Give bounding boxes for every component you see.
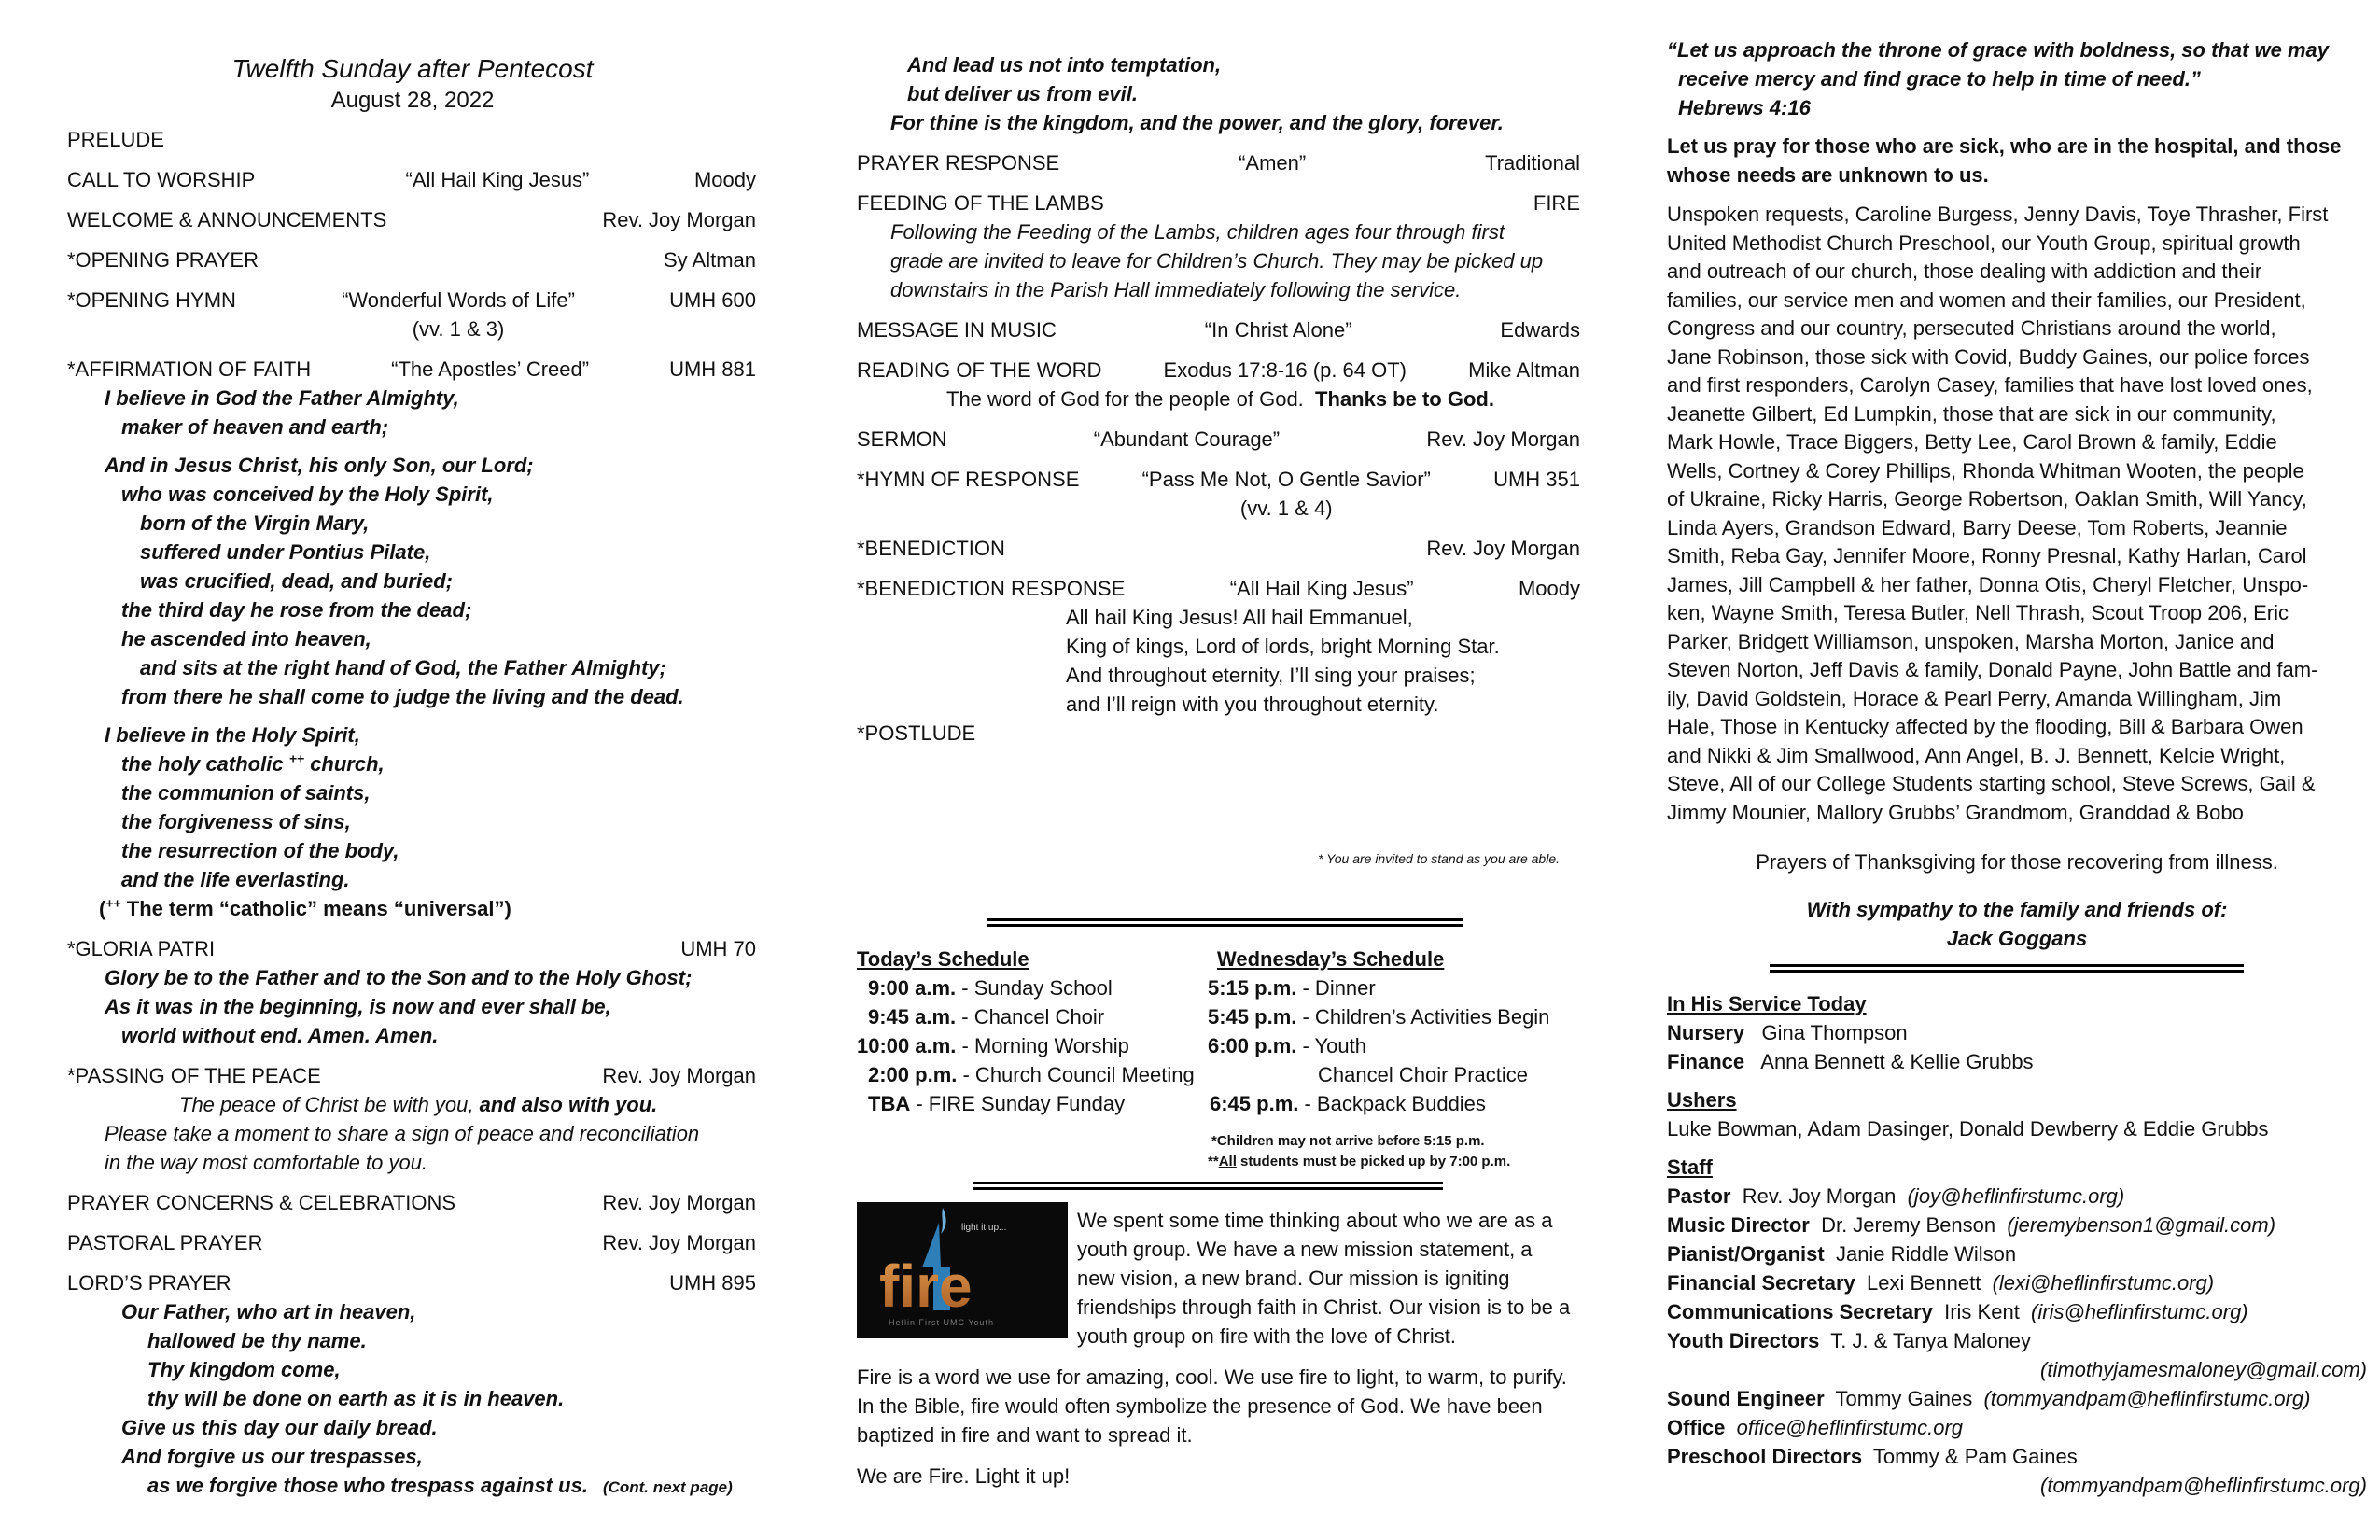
item-label: *BENEDICTION RESPONSE xyxy=(857,577,1126,600)
schedule-time: 5:45 p.m. xyxy=(1208,1005,1297,1029)
ushers-list: Luke Bowman, Adam Dasinger, Donald Dewberry & Eddie Grubbs xyxy=(1667,1117,2269,1141)
divider xyxy=(973,1182,1443,1190)
staff-row xyxy=(1667,1326,2367,1355)
staff-row xyxy=(1667,1384,2367,1413)
schedule-desc: - Chancel Choir xyxy=(956,1005,1105,1029)
staff-list-2 xyxy=(1667,1384,2367,1471)
reading-of-word xyxy=(857,356,1580,385)
item-label: *OPENING PRAYER xyxy=(67,248,259,272)
fire-slogan: We are Fire. Light it up! xyxy=(857,1464,1071,1488)
gloria-line: world without end. Amen. Amen. xyxy=(121,1024,439,1047)
prayer-list-line: Jane Robinson, those sick with Covid, Buddy Gaines, our police forces xyxy=(1667,344,2310,369)
prelude: PRELUDE xyxy=(67,128,164,151)
fire-logo-tagline: light it up... xyxy=(961,1223,1007,1233)
call-to-worship xyxy=(67,165,756,194)
note-emphasis: All xyxy=(1218,1154,1237,1169)
staff-role: Financial Secretary xyxy=(1667,1271,1855,1295)
schedule-desc: - Church Council Meeting xyxy=(957,1063,1195,1086)
prayer-list-line: Mark Howle, Trace Biggers, Betty Lee, Carol Brown & family, Eddie xyxy=(1667,430,2277,454)
item-label: *GLORIA PATRI xyxy=(67,937,216,960)
item-leader: Traditional xyxy=(1485,151,1580,175)
staff-row xyxy=(1667,1297,2367,1326)
preschool-email: (tommyandpam@heflinfirstumc.org) xyxy=(2040,1474,2367,1497)
item-label: PASTORAL PRAYER xyxy=(67,1231,263,1254)
staff-email: (lexi@heflinfirstumc.org) xyxy=(1992,1271,2215,1295)
peace-text xyxy=(67,1090,756,1177)
prayer-line: And lead us not into temptation, xyxy=(907,53,1222,77)
item-leader: Rev. Joy Morgan xyxy=(602,208,756,231)
staff-role: Sound Engineer xyxy=(1667,1387,1825,1410)
prayer-list-line: and first responders, Carolyn Casey, families that have lost loved ones, xyxy=(1667,373,2313,397)
benediction xyxy=(857,534,1580,563)
item-label: CALL TO WORSHIP xyxy=(67,168,256,191)
prayer-line: Give us this day our daily bread. xyxy=(121,1416,438,1439)
staff-row xyxy=(1667,1211,2367,1239)
item-title: “All Hail King Jesus” xyxy=(405,168,590,191)
staff-role: Youth Directors xyxy=(1667,1329,1820,1352)
schedule-note xyxy=(1208,1152,1581,1172)
prayer-line: but deliver us from evil. xyxy=(907,82,1138,105)
schedule-heading: Today’s Schedule xyxy=(857,947,1029,971)
item-label: PRAYER RESPONSE xyxy=(857,151,1060,175)
schedule-time: TBA xyxy=(868,1092,911,1115)
peace-instruction: in the way most comfortable to you. xyxy=(105,1151,428,1174)
benediction-lyrics xyxy=(857,603,1580,719)
creed-line: And in Jesus Christ, his only Son, our Lord; xyxy=(105,454,534,477)
prayer-list-line: and Nikki & Jim Smallwood, Ann Angel, B. J. Bennett, Kelcie Wright, xyxy=(1667,743,2286,767)
staff-heading: Staff xyxy=(1667,1155,1713,1179)
prayer-list-line: Jimmy Mounier, Mallory Grubbs’ Grandmom, Granddad & Bobo xyxy=(1667,800,2244,824)
prayer-list xyxy=(1667,201,2367,827)
item-leader: Rev. Joy Morgan xyxy=(1426,537,1580,560)
item-label: READING OF THE WORD xyxy=(857,358,1102,382)
item-verses: (vv. 1 & 4) xyxy=(1239,497,1333,520)
creed-line: the forgiveness of sins, xyxy=(121,810,351,833)
staff-name: Dr. Jeremy Benson xyxy=(1821,1213,1996,1237)
role-name: Anna Bennett & Kellie Grubbs xyxy=(1760,1050,2034,1073)
staff-name: Janie Riddle Wilson xyxy=(1835,1242,2017,1266)
staff-email: (tommyandpam@heflinfirstumc.org) xyxy=(1983,1387,2311,1410)
staff-role: Office xyxy=(1667,1416,1726,1439)
prayer-list-line: Hale, Those in Kentucky affected by the flooding, Bill & Barbara Owen xyxy=(1667,715,2303,738)
passing-of-peace xyxy=(67,1061,756,1090)
staff-email: (iris@heflinfirstumc.org) xyxy=(2031,1300,2248,1323)
prayer-and-staff-column xyxy=(1667,0,2367,1500)
staff-name: Rev. Joy Morgan xyxy=(1742,1184,1897,1208)
fire-logo xyxy=(857,1202,1068,1338)
prayer-line: And forgive us our trespasses, xyxy=(121,1445,423,1468)
prayer-line: thy will be done on earth as it is in heaven. xyxy=(147,1387,565,1410)
item-leader: FIRE xyxy=(1533,191,1580,215)
sympathy-heading: With sympathy to the family and friends of: xyxy=(1806,898,2228,921)
hymn-of-response xyxy=(857,465,1580,523)
divider xyxy=(987,918,1463,927)
peace-response: and also with you. xyxy=(473,1093,658,1116)
creed-line: and the life everlasting. xyxy=(121,868,350,891)
service-title: Twelfth Sunday after Pentecost xyxy=(231,54,594,83)
item-leader: UMH 881 xyxy=(669,357,756,381)
item-title: “Amen” xyxy=(1239,151,1307,175)
prayer-list-line: Jeanette Gilbert, Ed Lumpkin, those that are sick in our community, xyxy=(1667,401,2276,426)
creed-line: suffered under Pontius Pilate, xyxy=(140,540,431,564)
item-leader: Rev. Joy Morgan xyxy=(1426,427,1580,451)
schedule-time: 10:00 a.m. xyxy=(857,1034,957,1057)
role-label: Finance xyxy=(1667,1050,1745,1073)
prayer-list-line: Steve, All of our College Students starting school, Steve Screws, Gail & xyxy=(1667,772,2316,795)
fire-logo-icon xyxy=(857,1202,1068,1338)
item-title: “In Christ Alone” xyxy=(1204,318,1352,342)
wednesday-schedule xyxy=(1208,945,1581,1172)
schedule-desc: - Morning Worship xyxy=(956,1034,1129,1057)
item-label: *AFFIRMATION OF FAITH xyxy=(67,357,312,381)
feeding-line: downstairs in the Parish Hall immediately following the service. xyxy=(890,278,1462,301)
item-label: MESSAGE IN MUSIC xyxy=(857,318,1057,342)
prayer-list-line: Congress and our country, persecuted Christians around the world, xyxy=(1667,316,2276,340)
nursery-row xyxy=(1667,1018,2367,1047)
reading-call: The word of God for the people of God. xyxy=(946,387,1304,411)
prayer-list-line: Linda Ayers, Grandson Edward, Barry Deese, Tom Roberts, Jeannie xyxy=(1667,515,2288,539)
prayer-line: as we forgive those who trespass against us. xyxy=(147,1474,588,1497)
benediction-response xyxy=(857,574,1580,603)
lyric-line: And throughout eternity, I’ll sing your praises; xyxy=(1066,664,1476,687)
item-leader: UMH 600 xyxy=(669,288,756,312)
apostles-creed xyxy=(67,384,756,894)
creed-line: from there he shall come to judge the living and the dead. xyxy=(121,685,684,708)
ushers-heading: Ushers xyxy=(1667,1088,1737,1112)
creed-line: born of the Virgin Mary, xyxy=(140,511,370,535)
staff-role: Pastor xyxy=(1667,1184,1731,1208)
affirmation-of-faith xyxy=(67,355,756,384)
role-name: Gina Thompson xyxy=(1761,1021,1908,1044)
reading-answer: Thanks be to God. xyxy=(1315,387,1494,411)
creed-line: maker of heaven and earth; xyxy=(121,415,389,439)
postlude: *POSTLUDE xyxy=(857,721,976,745)
schedule-desc: - Backpack Buddies xyxy=(1298,1092,1486,1115)
schedule-desc: - Dinner xyxy=(1296,976,1376,1000)
staff-row xyxy=(1667,1239,2367,1268)
staff-name: Tommy Gaines xyxy=(1835,1387,1973,1410)
item-title: “Wonderful Words of Life” xyxy=(342,288,575,312)
schedule-desc: - FIRE Sunday Funday xyxy=(910,1092,1126,1115)
schedule-time: 2:00 p.m. xyxy=(868,1063,958,1086)
schedule-note: *Children may not arrive before 5:15 p.m. xyxy=(1211,1133,1485,1149)
item-leader: UMH 895 xyxy=(669,1271,756,1295)
schedule-desc: - Youth xyxy=(1296,1034,1367,1057)
schedule-time: 9:45 a.m. xyxy=(868,1005,957,1029)
pastoral-prayer xyxy=(67,1228,756,1257)
item-leader: Rev. Joy Morgan xyxy=(602,1064,756,1087)
welcome-announcements xyxy=(67,205,756,234)
creed-line: who was conceived by the Holy Spirit, xyxy=(121,483,494,506)
order-of-worship-continued-column xyxy=(857,0,1580,1488)
schedule-time: 6:45 p.m. xyxy=(1210,1092,1299,1115)
fire-logo-subtitle: Heflin First UMC Youth xyxy=(889,1318,995,1327)
prayer-response xyxy=(857,148,1580,177)
creed-line: the communion of saints, xyxy=(121,781,371,805)
note-mark: ** xyxy=(1208,1154,1219,1169)
schedule-time: 9:00 a.m. xyxy=(868,976,957,1000)
note-text: The term “catholic” means “universal”) xyxy=(120,897,511,920)
peace-call: The peace of Christ be with you, xyxy=(179,1093,474,1116)
scripture-verse xyxy=(1667,35,2367,122)
footnote-mark: ++ xyxy=(288,750,305,766)
creed-line: the resurrection of the body, xyxy=(121,839,399,862)
staff-role: Pianist/Organist xyxy=(1667,1242,1825,1266)
prayer-list-line: ken, Wayne Smith, Teresa Butler, Nell Thrash, Scout Troop 206, Eric xyxy=(1667,601,2289,624)
lords-prayer-text xyxy=(67,1297,756,1502)
prayer-list-line: and outreach of our church, those dealing with addiction and their xyxy=(1667,259,2262,283)
fire-logo-word: fire xyxy=(879,1253,973,1320)
item-leader: Rev. Joy Morgan xyxy=(602,1191,756,1214)
item-label: LORD’S PRAYER xyxy=(67,1271,231,1295)
lords-prayer-continued xyxy=(857,50,1580,137)
staff-email: (joy@heflinfirstumc.org) xyxy=(1907,1184,2125,1208)
gloria-line: Glory be to the Father and to the Son and to the Holy Ghost; xyxy=(105,966,693,989)
feeding-line: grade are invited to leave for Children’s Church. They may be picked up xyxy=(890,249,1544,273)
finance-row xyxy=(1667,1047,2367,1076)
continued-note: (Cont. next page) xyxy=(602,1478,733,1496)
catholic-note xyxy=(67,894,756,923)
creed-line: I believe in the Holy Spirit, xyxy=(105,723,360,747)
item-leader: UMH 70 xyxy=(680,937,756,960)
prayer-list-line: Parker, Bridgett Williamson, unspoken, Marsha Morton, Janice and xyxy=(1667,629,2275,653)
staff-name: Iris Kent xyxy=(1944,1300,2020,1323)
feeding-of-lambs xyxy=(857,189,1580,217)
item-label: *PASSING OF THE PEACE xyxy=(67,1064,321,1087)
reading-response xyxy=(857,385,1580,413)
prayer-heading: Let us pray for those who are sick, who are in the hospital, and those whose needs are unknown to us. xyxy=(1667,134,2342,187)
item-leader: UMH 351 xyxy=(1493,468,1580,491)
prayer-list-line: families, our service men and women and their families, our President, xyxy=(1667,287,2306,312)
fire-intro: We spent some time thinking about who we are as a youth group. We have a new mission statement, a new vision, a new brand. Our mission is igniting friendships through faith in Christ. Our vision is to be a youth group on fire with the love of Christ. xyxy=(1077,1209,1571,1348)
sympathy-name: Jack Goggans xyxy=(1946,927,2088,950)
creed-line: and sits at the right hand of God, the Father Almighty; xyxy=(140,656,666,679)
item-label: WELCOME & ANNOUNCEMENTS xyxy=(67,208,387,231)
prayer-line: For thine is the kingdom, and the power, and the glory, forever. xyxy=(890,111,1504,134)
creed-line: the third day he rose from the dead; xyxy=(121,598,472,622)
item-leader: Mike Altman xyxy=(1468,358,1580,382)
staff-role: Communications Secretary xyxy=(1667,1300,1933,1323)
item-title: Exodus 17:8-16 (p. 64 OT) xyxy=(1163,358,1407,382)
staff-email: office@heflinfirstumc.org xyxy=(1736,1416,1964,1439)
item-label: FEEDING OF THE LAMBS xyxy=(857,191,1104,215)
gloria-text xyxy=(67,963,756,1050)
verse-line: receive mercy and find grace to help in time of need.” xyxy=(1678,67,2201,91)
opening-prayer xyxy=(67,245,756,274)
creed-line: he ascended into heaven, xyxy=(121,627,371,651)
item-title: “All Hail King Jesus” xyxy=(1229,577,1414,600)
item-label: *HYMN OF RESPONSE xyxy=(857,468,1080,491)
service-heading: In His Service Today xyxy=(1667,992,1867,1015)
staff-name: Lexi Bennett xyxy=(1867,1271,1981,1295)
staff-role: Music Director xyxy=(1667,1213,1810,1237)
staff-name: T. J. & Tanya Maloney xyxy=(1830,1329,2032,1352)
verse-line: “Let us approach the throne of grace with boldness, so that we may xyxy=(1667,38,2330,62)
lyric-line: All hail King Jesus! All hail Emmanuel, xyxy=(1066,606,1413,629)
verse-reference: Hebrews 4:16 xyxy=(1678,96,1811,119)
item-leader: Edwards xyxy=(1500,318,1580,342)
item-label: *BENEDICTION xyxy=(857,537,1005,560)
item-leader: Moody xyxy=(693,168,756,191)
youth-email: (timothyjamesmaloney@gmail.com) xyxy=(2040,1358,2367,1381)
item-label: *OPENING HYMN xyxy=(67,288,236,312)
schedule-desc: - Sunday School xyxy=(956,976,1113,1000)
schedule-time: 5:15 p.m. xyxy=(1208,976,1297,1000)
peace-instruction: Please take a moment to share a sign of peace and reconciliation xyxy=(105,1122,700,1145)
feeding-line: Following the Feeding of the Lambs, children ages four through first xyxy=(890,220,1505,244)
item-title: “The Apostles’ Creed” xyxy=(391,357,590,381)
prayer-list-line: James, Jill Campbell & her father, Donna Otis, Cheryl Fletcher, Unspo- xyxy=(1667,572,2309,596)
item-title: “Pass Me Not, O Gentle Savior” xyxy=(1141,468,1431,491)
schedule-heading: Wednesday’s Schedule xyxy=(1217,947,1445,971)
staff-row xyxy=(1667,1182,2367,1211)
prayer-list-line: of Ukraine, Ricky Harris, George Robertson, Oaklan Smith, Will Yancy, xyxy=(1667,487,2307,511)
todays-schedule xyxy=(857,945,1211,1118)
message-in-music xyxy=(857,315,1580,344)
item-label: PRAYER CONCERNS & CELEBRATIONS xyxy=(67,1191,456,1214)
role-label: Nursery xyxy=(1667,1021,1745,1044)
paren: ( xyxy=(99,897,106,920)
prayer-line: Thy kingdom come, xyxy=(147,1358,341,1381)
prayer-list-line: Unspoken requests, Caroline Burgess, Jenny Davis, Toye Thrasher, First xyxy=(1667,203,2329,226)
lyric-line: King of kings, Lord of lords, bright Morning Star. xyxy=(1066,635,1500,658)
staff-list xyxy=(1667,1182,2367,1355)
prayer-concerns xyxy=(67,1188,756,1217)
staff-row xyxy=(1667,1442,2367,1471)
prayer-list-line: ily, David Goldstein, Horace & Pearl Perry, Amanda Willingham, Jim xyxy=(1667,686,2282,710)
prayer-list-line: Wells, Cortney & Corey Phillips, Rhonda Whitman Wooten, the people xyxy=(1667,458,2304,483)
creed-line xyxy=(67,749,756,778)
item-leader: Moody xyxy=(1518,577,1580,600)
schedule-time: 6:00 p.m. xyxy=(1208,1034,1297,1057)
creed-line: was crucified, dead, and buried; xyxy=(140,569,453,593)
feeding-text xyxy=(857,217,1580,304)
staff-name: Tommy & Pam Gaines xyxy=(1872,1445,2078,1468)
order-of-worship-column xyxy=(67,0,756,1502)
sermon xyxy=(857,425,1580,454)
staff-email: (jeremybenson1@gmail.com) xyxy=(2007,1213,2276,1237)
item-title: “Abundant Courage” xyxy=(1093,427,1281,451)
gloria-patri xyxy=(67,934,756,963)
staff-row xyxy=(1667,1413,2367,1442)
divider xyxy=(1770,964,2244,973)
service-date: August 28, 2022 xyxy=(330,88,495,113)
lyric-line: and I’ll reign with you throughout eternity. xyxy=(1066,693,1439,716)
stand-note: * You are invited to stand as you are able. xyxy=(1318,851,1560,866)
prayer-list-line: United Methodist Church Preschool, our Youth Group, spiritual growth xyxy=(1667,231,2301,255)
lords-prayer xyxy=(67,1268,756,1297)
creed-text: church, xyxy=(304,752,385,776)
schedule-desc: - Children’s Activities Begin xyxy=(1296,1005,1550,1029)
schedule-desc: Chancel Choir Practice xyxy=(1318,1063,1528,1086)
fire-description: Fire is a word we use for amazing, cool. We use fire to light, to warm, to purify. In the Bible, fire would often symbolize the presence of God. We have been baptized in fire and want to spread it. xyxy=(857,1365,1567,1447)
creed-text: the holy catholic xyxy=(121,752,284,776)
prayer-line: hallowed be thy name. xyxy=(147,1329,367,1352)
footnote-mark: ++ xyxy=(105,895,121,911)
item-label: SERMON xyxy=(857,427,947,451)
prayer-line: Our Father, who art in heaven, xyxy=(121,1300,416,1323)
prayer-list-line: Steven Norton, Jeff Davis & family, Donald Payne, John Battle and fam- xyxy=(1667,658,2318,681)
opening-hymn xyxy=(67,286,756,343)
item-leader: Sy Altman xyxy=(663,248,756,272)
item-verses: (vv. 1 & 3) xyxy=(412,317,505,341)
note-text: students must be picked up by 7:00 p.m. xyxy=(1236,1154,1511,1169)
staff-role: Preschool Directors xyxy=(1667,1445,1863,1468)
staff-row xyxy=(1667,1268,2367,1297)
creed-line: I believe in God the Father Almighty, xyxy=(105,386,459,410)
thanksgiving: Prayers of Thanksgiving for those recovering from illness. xyxy=(1756,850,2278,874)
prayer-list-line: Smith, Reba Gay, Jennifer Moore, Ronny Presnal, Kathy Harlan, Carol xyxy=(1667,544,2307,567)
item-leader: Rev. Joy Morgan xyxy=(602,1231,756,1254)
gloria-line: As it was in the beginning, is now and ever shall be, xyxy=(105,995,611,1018)
